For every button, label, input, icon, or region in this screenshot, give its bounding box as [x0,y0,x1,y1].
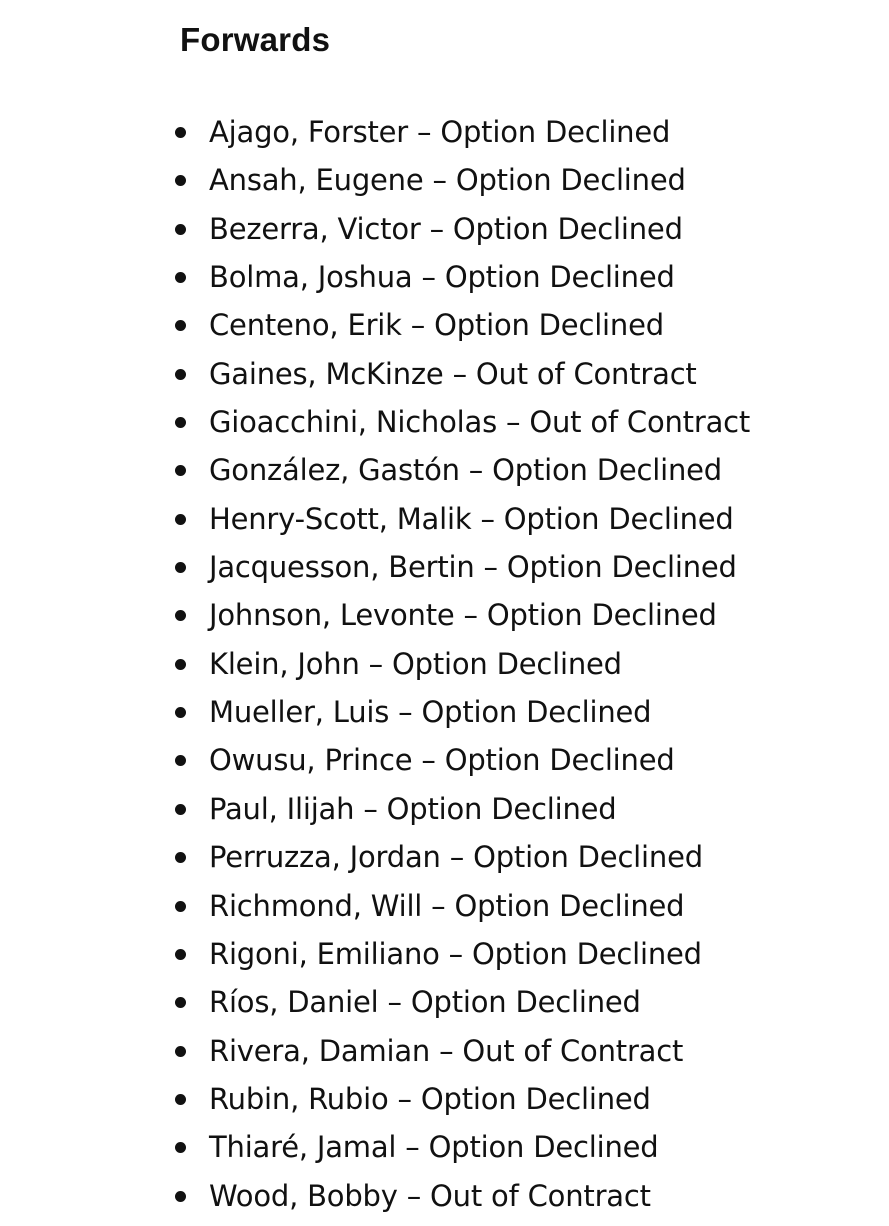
list-item [0,156,750,204]
player-entry: Rivera, Damian – Out of Contract [209,1033,684,1068]
player-entry: Gioacchini, Nicholas – Out of Contract [209,405,751,440]
list-item [0,543,750,591]
player-list [0,108,750,1220]
list-item [0,398,750,446]
list-item [0,253,750,301]
list-item [0,205,750,253]
player-entry: Owusu, Prince – Option Declined [209,743,675,778]
player-entry: Ansah, Eugene – Option Declined [209,163,686,198]
player-entry: Ajago, Forster – Option Declined [209,115,671,149]
player-entry: Klein, John – Option Declined [209,646,622,681]
bullet-icon [175,755,186,766]
bullet-icon [175,1046,186,1057]
list-item [0,1172,750,1220]
bullet-icon [175,465,186,476]
bullet-icon [175,707,186,718]
list-item [0,640,750,688]
list-item [0,1075,750,1123]
list-item [0,882,750,930]
list-item [0,495,750,543]
bullet-icon [175,514,186,525]
bullet-icon [175,417,186,428]
section-title: Forwards [180,21,331,58]
bullet-icon [175,997,186,1008]
player-entry: Bolma, Joshua – Option Declined [209,260,675,295]
bullet-icon [175,320,186,331]
bullet-icon [175,901,186,912]
list-item [0,301,750,349]
list-item [0,350,750,398]
bullet-icon [175,1142,186,1153]
player-entry: Wood, Bobby – Out of Contract [209,1178,651,1213]
player-entry: Bezerra, Victor – Option Declined [209,211,683,246]
player-entry: Richmond, Will – Option Declined [209,888,685,923]
list-item [0,108,750,156]
player-entry: Thiaré, Jamal – Option Declined [209,1130,659,1165]
player-entry: Ríos, Daniel – Option Declined [209,985,641,1020]
bullet-icon [175,1094,186,1105]
bullet-icon [175,949,186,960]
bullet-icon [175,272,186,283]
bullet-icon [175,610,186,621]
player-entry: Rigoni, Emiliano – Option Declined [209,936,702,971]
player-entry: Centeno, Erik – Option Declined [209,308,664,343]
list-item [0,446,750,494]
bullet-icon [175,224,186,235]
player-entry: Paul, Ilijah – Option Declined [209,791,617,826]
player-entry: Johnson, Levonte – Option Declined [209,598,717,633]
list-item [0,688,750,736]
bullet-icon [175,659,186,670]
bullet-icon [175,804,186,815]
list-item [0,1123,750,1171]
list-item [0,591,750,639]
list-item [0,1027,750,1075]
bullet-icon [175,562,186,573]
player-entry: González, Gastón – Option Declined [209,453,722,488]
player-entry: Gaines, McKinze – Out of Contract [209,356,697,391]
list-item [0,736,750,784]
list-item [0,930,750,978]
bullet-icon [175,127,186,138]
list-item [0,978,750,1026]
bullet-icon [175,1191,186,1202]
player-entry: Jacquesson, Bertin – Option Declined [209,550,737,585]
player-entry: Rubin, Rubio – Option Declined [209,1081,651,1116]
list-item [0,833,750,881]
player-entry: Mueller, Luis – Option Declined [209,695,652,730]
bullet-icon [175,852,186,863]
bullet-icon [175,175,186,186]
player-entry: Perruzza, Jordan – Option Declined [209,840,703,875]
list-item [0,785,750,833]
bullet-icon [175,369,186,380]
player-entry: Henry-Scott, Malik – Option Declined [209,501,734,536]
